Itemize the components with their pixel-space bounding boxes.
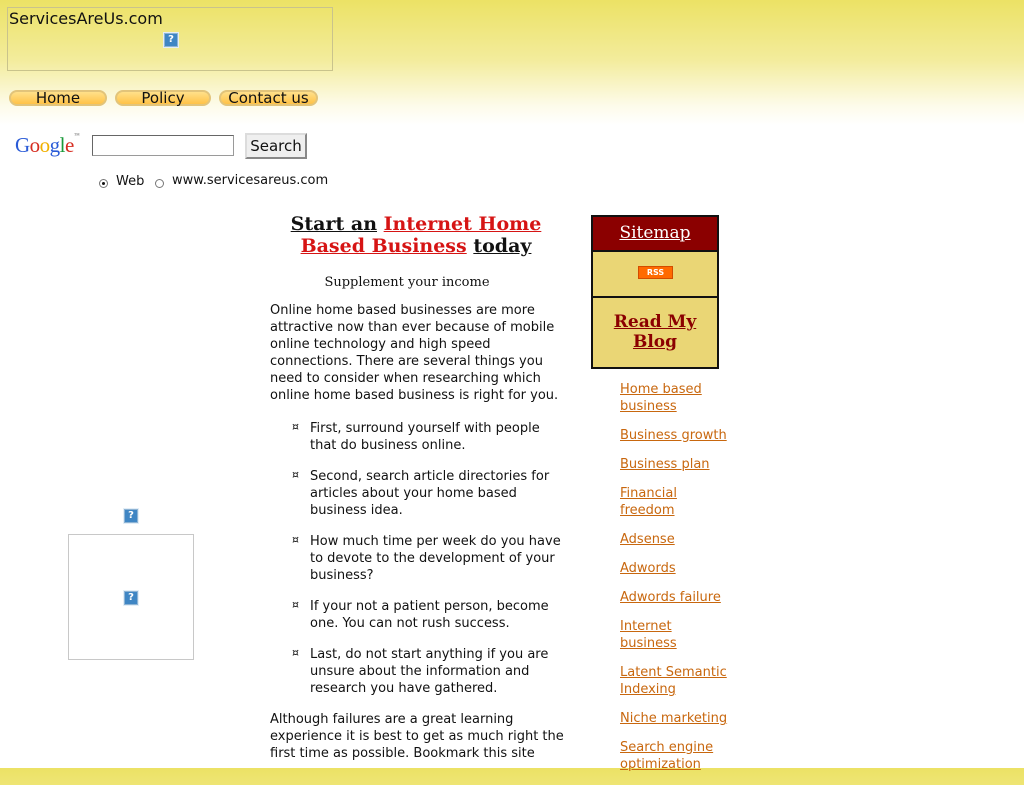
nav-contact-tab[interactable]: Contact us — [219, 90, 318, 106]
tip-text: Last, do not start anything if you are unsure about the information and research you have gathered. — [310, 647, 549, 696]
intro-paragraph: Online home based businesses are more attractive now than ever because of mobile online technology and high speed connections. There are several things you need to consider when researching which online home based business is right for you. — [270, 303, 559, 403]
sidebar-link[interactable]: Business plan — [620, 457, 710, 472]
search-button[interactable]: Search — [245, 133, 307, 159]
sidebar-link[interactable]: Business growth — [620, 428, 727, 443]
list-item — [292, 533, 567, 584]
radio-site-label: www.servicesareus.com — [172, 173, 329, 188]
page-subtitle: Supplement your income — [324, 275, 490, 290]
nav-home-tab[interactable]: Home — [9, 90, 107, 106]
sidebar-link[interactable]: Adwords failure — [620, 590, 721, 605]
sidebar-link[interactable]: Niche marketing — [620, 711, 728, 726]
sitemap-cell — [593, 217, 717, 252]
tips-list — [292, 420, 567, 711]
radio-site[interactable] — [155, 179, 164, 188]
bullet-icon: ¤ — [292, 598, 299, 611]
sidebar-link[interactable]: Latent Semantic Indexing — [620, 665, 727, 697]
radio-web[interactable] — [99, 179, 108, 188]
nav-policy-tab[interactable]: Policy — [115, 90, 211, 106]
bullet-icon: ¤ — [292, 533, 299, 546]
sidebar-link[interactable]: Search engine optimization — [620, 740, 714, 772]
radio-web-label: Web — [116, 174, 145, 189]
list-item — [292, 468, 567, 519]
rss-cell — [593, 252, 717, 298]
bullet-icon: ¤ — [292, 646, 299, 659]
bullet-icon: ¤ — [292, 420, 299, 433]
search-input[interactable] — [92, 135, 234, 156]
bullet-icon: ¤ — [292, 468, 299, 481]
sidebar-link[interactable]: Adwords — [620, 561, 676, 576]
tip-text: First, surround yourself with people that do business online. — [310, 421, 540, 453]
sidebar-box — [591, 215, 719, 369]
tip-text: How much time per week do you have to devote to the development of your business? — [310, 534, 561, 583]
list-item — [292, 646, 567, 697]
broken-image-icon: ? — [124, 509, 138, 523]
sidebar-links — [620, 381, 732, 785]
headline-part1: Start an — [290, 213, 378, 235]
tip-text: If your not a patient person, become one. You can not rush success. — [310, 599, 549, 631]
google-logo — [15, 133, 79, 158]
site-name[interactable]: ServicesAreUs.com — [9, 9, 163, 28]
read-my-blog-link[interactable]: Read My Blog — [613, 312, 697, 352]
headline-highlight: Internet Home Based Business — [300, 213, 542, 257]
sidebar-link[interactable]: Financial freedom — [620, 486, 677, 518]
google-logo-text: Google — [15, 133, 74, 157]
list-item — [292, 420, 567, 454]
sidebar-link[interactable]: Adsense — [620, 532, 675, 547]
sidebar-link[interactable]: Home based business — [620, 382, 702, 414]
ad-tiny-text — [70, 535, 71, 539]
sitemap-link[interactable]: Sitemap — [619, 223, 691, 243]
closing-paragraph: Although failures are a great learning experience it is best to get as much right the first time as possible. Bookmark this site — [270, 712, 564, 761]
headline-part2: today — [473, 235, 532, 257]
broken-image-icon: ? — [124, 591, 138, 605]
google-trademark: ™ — [73, 133, 80, 139]
page-headline — [270, 213, 562, 257]
list-item — [292, 598, 567, 632]
tip-text: Second, search article directories for articles about your home based business idea. — [310, 469, 550, 518]
broken-image-icon: ? — [164, 33, 178, 47]
sidebar-link[interactable]: Internet business — [620, 619, 677, 651]
rss-icon[interactable]: RSS — [638, 266, 673, 279]
